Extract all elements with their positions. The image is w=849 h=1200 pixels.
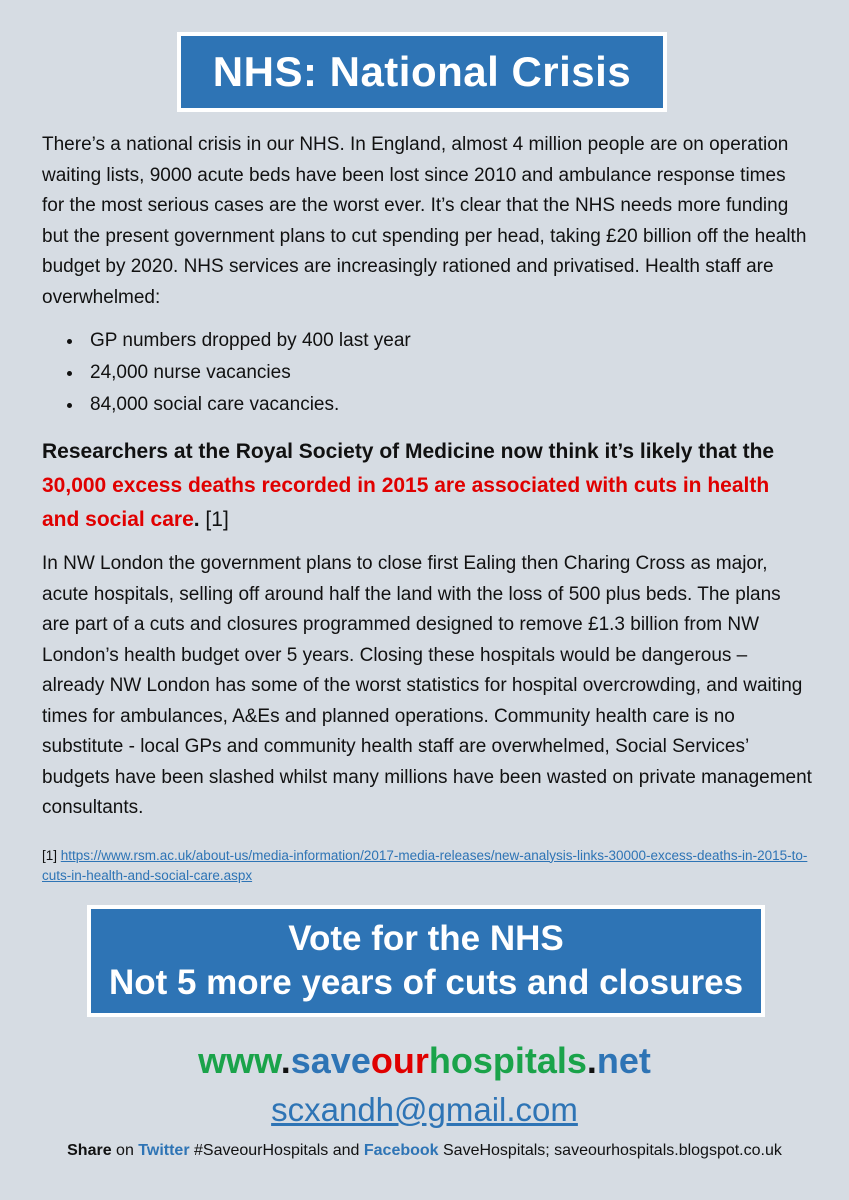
twitter-label: Twitter	[138, 1142, 190, 1159]
website-dot-2: .	[586, 1040, 597, 1081]
twitter-tag: #SaveourHospitals and	[189, 1142, 364, 1159]
list-item: • 24,000 nurse vacancies	[84, 357, 812, 389]
email-link[interactable]: scxandh@gmail.com	[271, 1091, 578, 1128]
facebook-details: SaveHospitals; saveourhospitals.blogspot.co.uk	[438, 1142, 782, 1159]
website-link[interactable]	[0, 1036, 849, 1086]
website-save: save	[290, 1040, 371, 1081]
website-www: www	[198, 1040, 281, 1081]
title-banner	[177, 32, 667, 112]
research-lead: Researchers at the Royal Society of Medicine now think it’s likely that the	[42, 440, 775, 463]
nw-london-paragraph: In NW London the government plans to close first Ealing then Charing Cross as major, acute hospitals, selling off around half the land with the loss of 500 plus beds. The plans are part of a cuts and closures programmed designed to remove £1.3 billion from NW London’s health budget over 5 years. Closing these hospitals would be dangerous – already NW London has some of the worst statistics for hospital overcrowding, and waiting times for ambulances, A&Es and planned operations. Community health care is no substitute - local GPs and community health staff are overwhelmed, Social Services’ budgets have been slashed whilst many millions have been wasted on private management consultants.	[42, 553, 812, 818]
vote-line-1: Vote for the NHS	[288, 919, 564, 958]
website-our: our	[370, 1040, 429, 1081]
reference-link[interactable]: https://www.rsm.ac.uk/about-us/media-information/2017-media-releases/new-analysis-links-30000-excess-deaths-in-2015-to-cuts-in-health-and-social-care.aspx	[42, 847, 808, 883]
website-hospitals: hospitals	[428, 1040, 587, 1081]
list-item: • 84,000 social care vacancies.	[84, 389, 812, 421]
citation-marker: [1]	[199, 508, 229, 531]
staff-stats-list	[42, 325, 812, 421]
research-highlight: 30,000 excess deaths recorded in 2015 are associated with cuts in health and social care	[42, 474, 770, 531]
main-content	[42, 130, 812, 886]
reference-note	[42, 846, 812, 886]
page-title: NHS: National Crisis	[212, 48, 632, 95]
research-paragraph	[42, 435, 812, 537]
website-net: net	[596, 1040, 651, 1081]
share-on: on	[111, 1142, 139, 1159]
website-dot-1: .	[280, 1040, 291, 1081]
intro-paragraph: There’s a national crisis in our NHS. In England, almost 4 million people are on operation waiting lists, 9000 acute beds have been lost since 2010 and ambulance response times for the most serious cases are the worst ever. It’s clear that the NHS needs more funding but the present government plans to cut spending per head, taking £20 billion off the health budget by 2020. NHS services are increasingly rationed and privatised. Health staff are overwhelmed:	[42, 134, 807, 308]
vote-banner	[87, 905, 765, 1017]
share-line	[0, 1140, 849, 1162]
vote-line-2: Not 5 more years of cuts and closures	[108, 963, 744, 1002]
reference-marker: [1]	[42, 847, 61, 863]
share-label: Share	[67, 1142, 112, 1159]
facebook-label: Facebook	[363, 1142, 439, 1159]
list-item: • GP numbers dropped by 400 last year	[84, 325, 812, 357]
research-end: .	[193, 508, 200, 531]
